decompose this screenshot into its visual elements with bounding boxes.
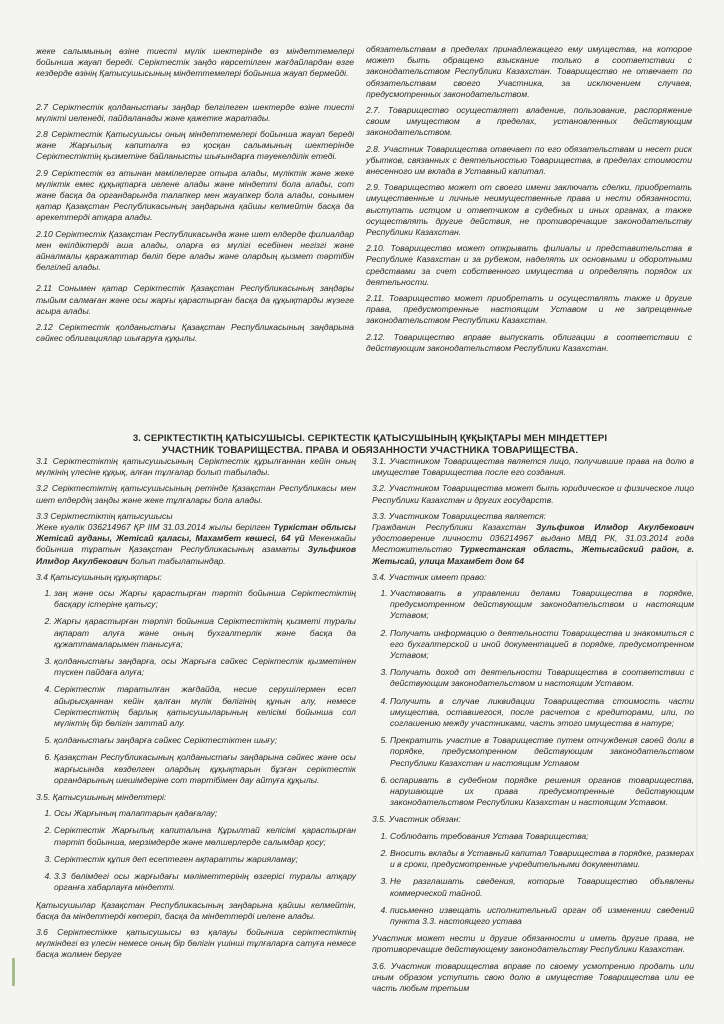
kz-paragraph: 2.9 Серіктестік өз атынан мәмілелерге отыра алады, мүліктік және жеке мүліктік емес құқықтарға иелене алады және міндетті бола алады, сот және басқа да органдарында талапкер мен жауапкер бола алады, сонымен қатар Қазақстан Республикасының заңдарына қайшы келмейтін басқа да әрекеттерді атқара алады. bbox=[36, 167, 354, 223]
ru-paragraph: 2.9. Товарищество может от своего имени заключать сделки, приобретать имущественные и личные неимущественные права и нести обязанности, выступать истцом и ответчиком в судебных и иных органах, а также осуществлять другие действия, не противоречащие законодательству Республики Казахстан. bbox=[366, 182, 692, 238]
kz-paragraph: 3.1 Серіктестіктің қатысушысының Серіктестік құрылғаннан кейін оның мүлкінің үлесіне құқық, алған тұлғалар болып табылады. bbox=[36, 456, 356, 478]
list-item: 4. Получить в случае ликвидации Товарищества стоимость части имущества, оставшегося, после расчетов с кредиторами, или, по соглашению между участниками, часть этого имущества в натуре; bbox=[390, 696, 694, 730]
kz-paragraph: 2.7 Серіктестік қолданыстағы заңдар белгілеген шектерде өзіне тиесті мүлікті иеленеді, пайдаланады және қажетке жаратады. bbox=[36, 101, 354, 123]
kz-paragraph: 2.10 Серіктестік Қазақстан Республикасында және шет елдерде филиалдар мен өкілдіктерді аша алады, оларға өз мүлігі есебінен негізгі және айналмалы қаражаттар бөліп бере алады және олардың қызмет тәртібін белгілей алады. bbox=[36, 228, 354, 273]
section-heading-kz: 3. СЕРІКТЕСТІКТІҢ ҚАТЫСУШЫСЫ. СЕРІКТЕСТІК ҚАТЫСУШЫНЫҢ ҚҰҚЫҚТАРЫ МЕН МІНДЕТТЕРІ bbox=[132, 433, 608, 444]
ru-paragraph: 3.4. Участник имеет право: bbox=[372, 571, 487, 582]
ru-paragraph: 3.6. Участник товарищества вправе по своему усмотрению продать или иным образом уступить свою долю в имуществе Товарищества или ее часть любым третьим bbox=[372, 960, 694, 993]
list-item: 4. 3.3 бөлімдегі осы жарғыдағы мәліметтерінің өзгерісі туралы атқару органға хабарлауға міндетті. bbox=[54, 871, 356, 893]
list-item: 5. қолданыстағы заңдарға сәйкес Серіктестіктен шығу; bbox=[54, 735, 356, 746]
kz-paragraph: 2.11 Сонымен қатар Серіктестік Қазақстан Республикасының заңдары тыйым салмаған және осы жарғы қарастырған басқа да құқықтарды жүзеге асыра алады. bbox=[36, 283, 354, 316]
list-item: 2. Получать информацию о деятельности Товарищества и знакомиться с его бухгалтерской и иной документацией в порядке, предусмотренном Уставом; bbox=[390, 628, 694, 662]
kz-paragraph: жеке салымының өзіне тиесті мүлік шектерінде өз міндеттемелері бойынша жауап береді. Серіктестік заңдо көрсетілген жағдайлардан өзге кездерде өзінің Қатысушысының міндеттемелері бойынша жауап бермейді. bbox=[36, 46, 354, 79]
list-item: 2. Вносить вклады в Уставный капитал Товарищества в порядке, размерах и в сроки, предусмотренные учредительными документами. bbox=[390, 848, 694, 870]
scan-smudge bbox=[696, 560, 698, 860]
kz-paragraph: 3.4 Қатысушының құқықтары: bbox=[36, 571, 162, 582]
list-item: 1. Соблюдать требования Устава Товарищества; bbox=[390, 831, 694, 842]
ru-paragraph: 3.1. Участником Товарищества является лицо, получившие права на долю в имуществе Товарищества после его создания. bbox=[372, 456, 694, 478]
list-item: 1. Участвовать в управлении делами Товарищества в порядке, предусмотренном действующим законодательством и настоящим Уставом; bbox=[390, 588, 694, 622]
ru-address: Туркестанская область, Жетысайский район, г. Жетысай, улица Махамбет дом 64 bbox=[372, 544, 694, 566]
list-item: 4. Серіктестік таратылған жағдайда, несие серушілермен есеп айырысқаннан кейін қалған мүлік бөлігінің құнын алу, немесе Серіктестіктің барлық қатысушыларының келісімі бойынша сол мүліктің бір бөлігін заттай алу. bbox=[54, 684, 356, 729]
kz-paragraph: 2.8 Серіктестік Қатысушысы оның міндеттемелері бойынша жауап береді және Жарғылық капиталға өз қосқан салымының шектерінде Серіктестіктің қызметіне байланысты шығындарға тәуекелділік етеді. bbox=[36, 129, 354, 162]
list-item: 3. Не разглашать сведения, которые Товарищество объявлены коммерческой тайной. bbox=[390, 876, 694, 898]
list-item: 3. қолданыстағы заңдарға, осы Жарғыға сәйкес Серіктестік қызметінен түскен пайдаға алуға; bbox=[54, 656, 356, 678]
kz-paragraph: 2.12 Серіктестік қолданыстағы Қазақстан Республикасының заңдарына сәйкес облигациялар шығаруға құқылы. bbox=[36, 322, 354, 344]
ru-participant-paragraph: 3.3. Участником Товарищества является: Гражданин Республики Казахстан Зульфиков Илмдор Акулбекович удостоверение личности 036214967 выдано МВД РК, 31.03.2014 года Местожительство Туркестанская область, Жетысайский район, г. Жетысай, улица Махамбет дом 64 bbox=[372, 510, 694, 566]
ru-paragraph: Участник может нести и другие обязанности и иметь другие права, не противоречащие действующему законодательству Республики Казахстан. bbox=[372, 933, 694, 955]
section-heading-ru: УЧАСТНИК ТОВАРИЩЕСТВА. ПРАВА И ОБЯЗАННОСТИ УЧАСТНИКА ТОВАРИЩЕСТВА. bbox=[161, 445, 579, 456]
list-item: 3. Получать доход от деятельности Товарищества в соответствии с действующим законодательством и настоящим Уставом. bbox=[390, 667, 694, 689]
kz-paragraph: 3.5. Қатысушының міндеттері: bbox=[36, 792, 167, 803]
ru-paragraph: 2.11. Товарищество может приобретать и осуществлять также и другие права, предусмотренные настоящим Уставом и не запрещенные законодательством Республики Казахстан. bbox=[366, 293, 692, 326]
kz-paragraph: 3.2 Серіктестіктің қатысушысының ретінде Қазақстан Республикасы мен шет елдердің заңды және жеке тұлғалары бола алады. bbox=[36, 483, 356, 505]
ru-paragraph: 2.7. Товарищество осуществляет владение, пользование, распоряжение своим имуществом в пределах, установленных действующим законодательством. bbox=[366, 105, 692, 138]
left-column-bottom bbox=[36, 456, 356, 966]
ru-paragraph: 2.10. Товарищество может открывать филиалы и представительства в Республике Казахстан и за рубежом, наделять их основными и оборотными средствами за счет собственного имущества и определять порядок их деятельности. bbox=[366, 243, 692, 287]
list-item: 5. Прекратить участие в Товариществе путем отчуждения своей доли в порядке, предусмотренном действующим законодательством Республики Казахстан и настоящим Уставом bbox=[390, 735, 694, 769]
ru-paragraph: обязательствам в пределах принадлежащего ему имущества, на которое может быть обращено взыскание только в соответствии с законодательством Республики Казахстан. Товарищество не отвечает по обязательствам своего Участника, за исключением случаев, предусмотренных законодательством. bbox=[366, 44, 692, 99]
ru-paragraph: 2.12. Товарищество вправе выпускать облигации в соответствии с действующим законодательством Республики Казахстан. bbox=[366, 331, 692, 353]
right-column-bottom bbox=[372, 456, 694, 999]
ru-participant-name: Зульфиков Илмдор Акулбекович bbox=[536, 522, 694, 533]
list-item: 4. письменно извещать исполнительный орган об изменении сведений пункта 3.3. настоящего устава bbox=[390, 905, 694, 927]
ru-paragraph: 3.2. Участником Товарищества может быть юридическое и физическое лицо Республики Казахстан и других государств. bbox=[372, 483, 694, 505]
list-item: 6. оспаривать в судебном порядке решения органов товарищества, нарушающие их права предусмотренные действующим законодательством Республики Казахстан и настоящим Уставом. bbox=[390, 775, 694, 809]
ru-label: 3.3. Участником Товарищества является: bbox=[372, 510, 547, 521]
ru-paragraph: 2.8. Участник Товарищества отвечает по его обязательствам и несет риск убытков, связанных с деятельностью Товарищества, в пределах стоимости внесенного им вклада в Уставный капитал. bbox=[366, 143, 692, 177]
ru-paragraph: 3.5. Участник обязан: bbox=[372, 814, 461, 825]
kz-label: 3.3 Серіктестіктің қатысушысы bbox=[36, 510, 173, 521]
kz-participant-paragraph: 3.3 Серіктестіктің қатысушысы Жеке куәлік 036214967 ҚР ІІМ 31.03.2014 жылы берілген Түркістан облысы Жетісай ауданы, Жетісай қаласы, Махамбет көшесі, 64 үй Мекенжайы бойынша тұратын Қазақстан Республикасының азаматы Зульфиков Илмдор Акулбекович болып табылатындар. bbox=[36, 510, 357, 566]
list-item: 3. Серіктестік құпия деп есептеген ақпаратты жарияламау; bbox=[54, 854, 356, 865]
kz-duties-list bbox=[36, 808, 356, 893]
kz-paragraph: 3.6 Серіктестікке қатысушысы өз қалауы бойынша серіктестіктің мүлкіндегі өз үлесін немесе оның бір бөлігін үшінші тұлғаларға сатуға немесе басқа жолмен беруге bbox=[36, 926, 356, 960]
list-item: 6. Қазақстан Республикасының қолданыстағы заңдарына сәйкес және осы жарғысында көзделген олардың құқықтарын бұзған серіктестік органдарының шешімдеріне сот тәртібімен дау айтуға құқылы. bbox=[54, 752, 356, 786]
kz-participant-name: Зульфиков Илмдор Акулбекович bbox=[36, 544, 357, 566]
left-column-top bbox=[36, 46, 354, 349]
list-item: 1. Осы Жарғының талаптарын қадағалау; bbox=[54, 808, 356, 819]
list-item: 2. Жарғы қарастырған тәртіп бойынша Серіктестіктің қызметі туралы ақпарат алуға және оның бухгалтерлік және басқа да құжаттамаларымен танысуға; bbox=[54, 616, 356, 650]
kz-rights-list bbox=[36, 588, 356, 786]
margin-mark bbox=[12, 958, 15, 986]
kz-address: Түркістан облысы Жетісай ауданы, Жетісай қаласы, Махамбет көшесі, 64 үй bbox=[36, 522, 357, 544]
list-item: 2. Серіктестік Жарғылық капиталына Құрылтай келісімі қарастырған тәртіп бойынша, мерзімдерде және мөлшерлерде салымдар қосу; bbox=[54, 825, 356, 847]
ru-rights-list bbox=[372, 588, 694, 808]
kz-paragraph: Қатысушылар Қазақстан Республикасының заңдарына қайшы келмейтін, басқа да міндеттерді көтеріп, басқа да міндеттерді иелене алады. bbox=[36, 899, 356, 921]
section-heading bbox=[60, 433, 680, 457]
list-item: 1. заң және осы Жарғы қарастырған тәртіп бойынша Серіктестіктің басқару істеріне қатысу; bbox=[54, 588, 356, 610]
ru-duties-list bbox=[372, 831, 694, 927]
right-column-top bbox=[366, 44, 692, 359]
